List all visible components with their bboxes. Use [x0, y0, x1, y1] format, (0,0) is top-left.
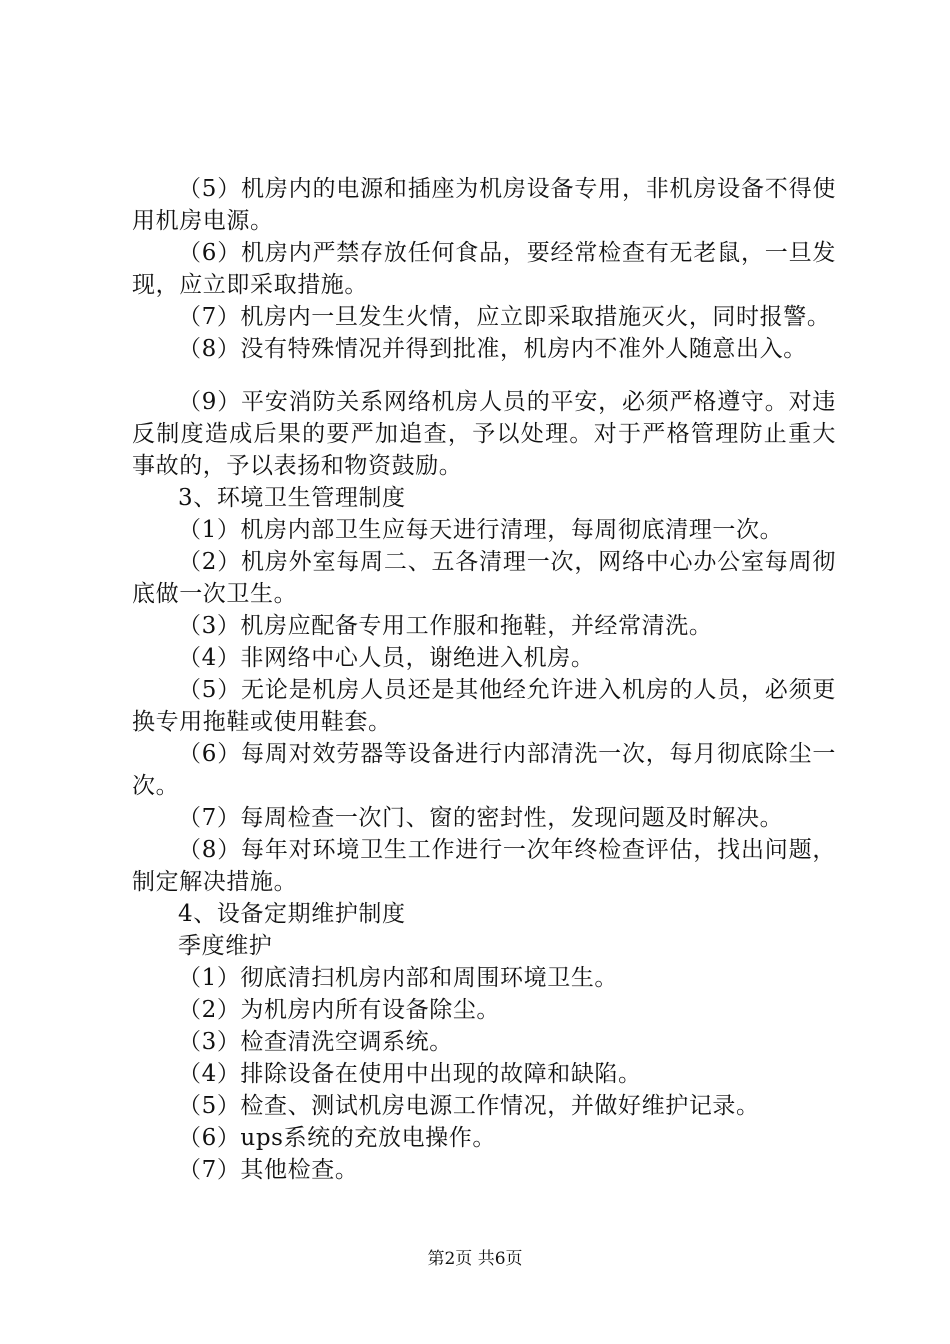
paragraph: （8）每年对环境卫生工作进行一次年终检查评估，找出问题，制定解决措施。 [132, 837, 836, 895]
list-item: （4）排除设备在使用中出现的故障和缺陷。 [178, 1061, 642, 1087]
paragraph: （5）无论是机房人员还是其他经允许进入机房的人员，必须更换专用拖鞋或使用鞋套。 [132, 677, 836, 735]
paragraph: （1）机房内部卫生应每天进行清理，每周彻底清理一次。 [178, 517, 784, 543]
list-item: （6）ups系统的充放电操作。 [178, 1125, 496, 1151]
page-number-footer: 第2页 共6页 [427, 1249, 523, 1269]
paragraph: （5）机房内的电源和插座为机房设备专用，非机房设备不得使用机房电源。 [132, 176, 836, 234]
paragraph: （2）机房外室每周二、五各清理一次，网络中心办公室每周彻底做一次卫生。 [132, 549, 836, 607]
section-heading: 3、环境卫生管理制度 [178, 485, 406, 511]
paragraph: （6）每周对效劳器等设备进行内部清洗一次，每月彻底除尘一次。 [132, 741, 836, 799]
list-item: （7）其他检查。 [178, 1157, 359, 1183]
paragraph: （9）平安消防关系网络机房人员的平安，必须严格遵守。对违反制度造成后果的要严加追查，予以处理。对于严格管理防止重大事故的，予以表扬和物资鼓励。 [132, 389, 836, 479]
paragraph: （3）机房应配备专用工作服和拖鞋，并经常清洗。 [178, 613, 713, 639]
paragraph: （4）非网络中心人员，谢绝进入机房。 [178, 645, 595, 671]
paragraph: （8）没有特殊情况并得到批准，机房内不准外人随意出入。 [178, 336, 807, 362]
list-item: （3）检查清洗空调系统。 [178, 1029, 453, 1055]
paragraph: （7）每周检查一次门、窗的密封性，发现问题及时解决。 [178, 805, 784, 831]
document-body [132, 173, 836, 1186]
paragraph: （7）机房内一旦发生火情，应立即采取措施灭火，同时报警。 [178, 304, 831, 330]
subsection-heading: 季度维护 [178, 933, 273, 959]
paragraph: （6）机房内严禁存放任何食品，要经常检查有无老鼠，一旦发现，应立即采取措施。 [132, 240, 836, 298]
list-item: （5）检查、测试机房电源工作情况，并做好维护记录。 [178, 1093, 760, 1119]
list-item: （2）为机房内所有设备除尘。 [178, 997, 501, 1023]
list-item: （1）彻底清扫机房内部和周围环境卫生。 [178, 965, 619, 991]
section-heading: 4、设备定期维护制度 [178, 901, 406, 927]
